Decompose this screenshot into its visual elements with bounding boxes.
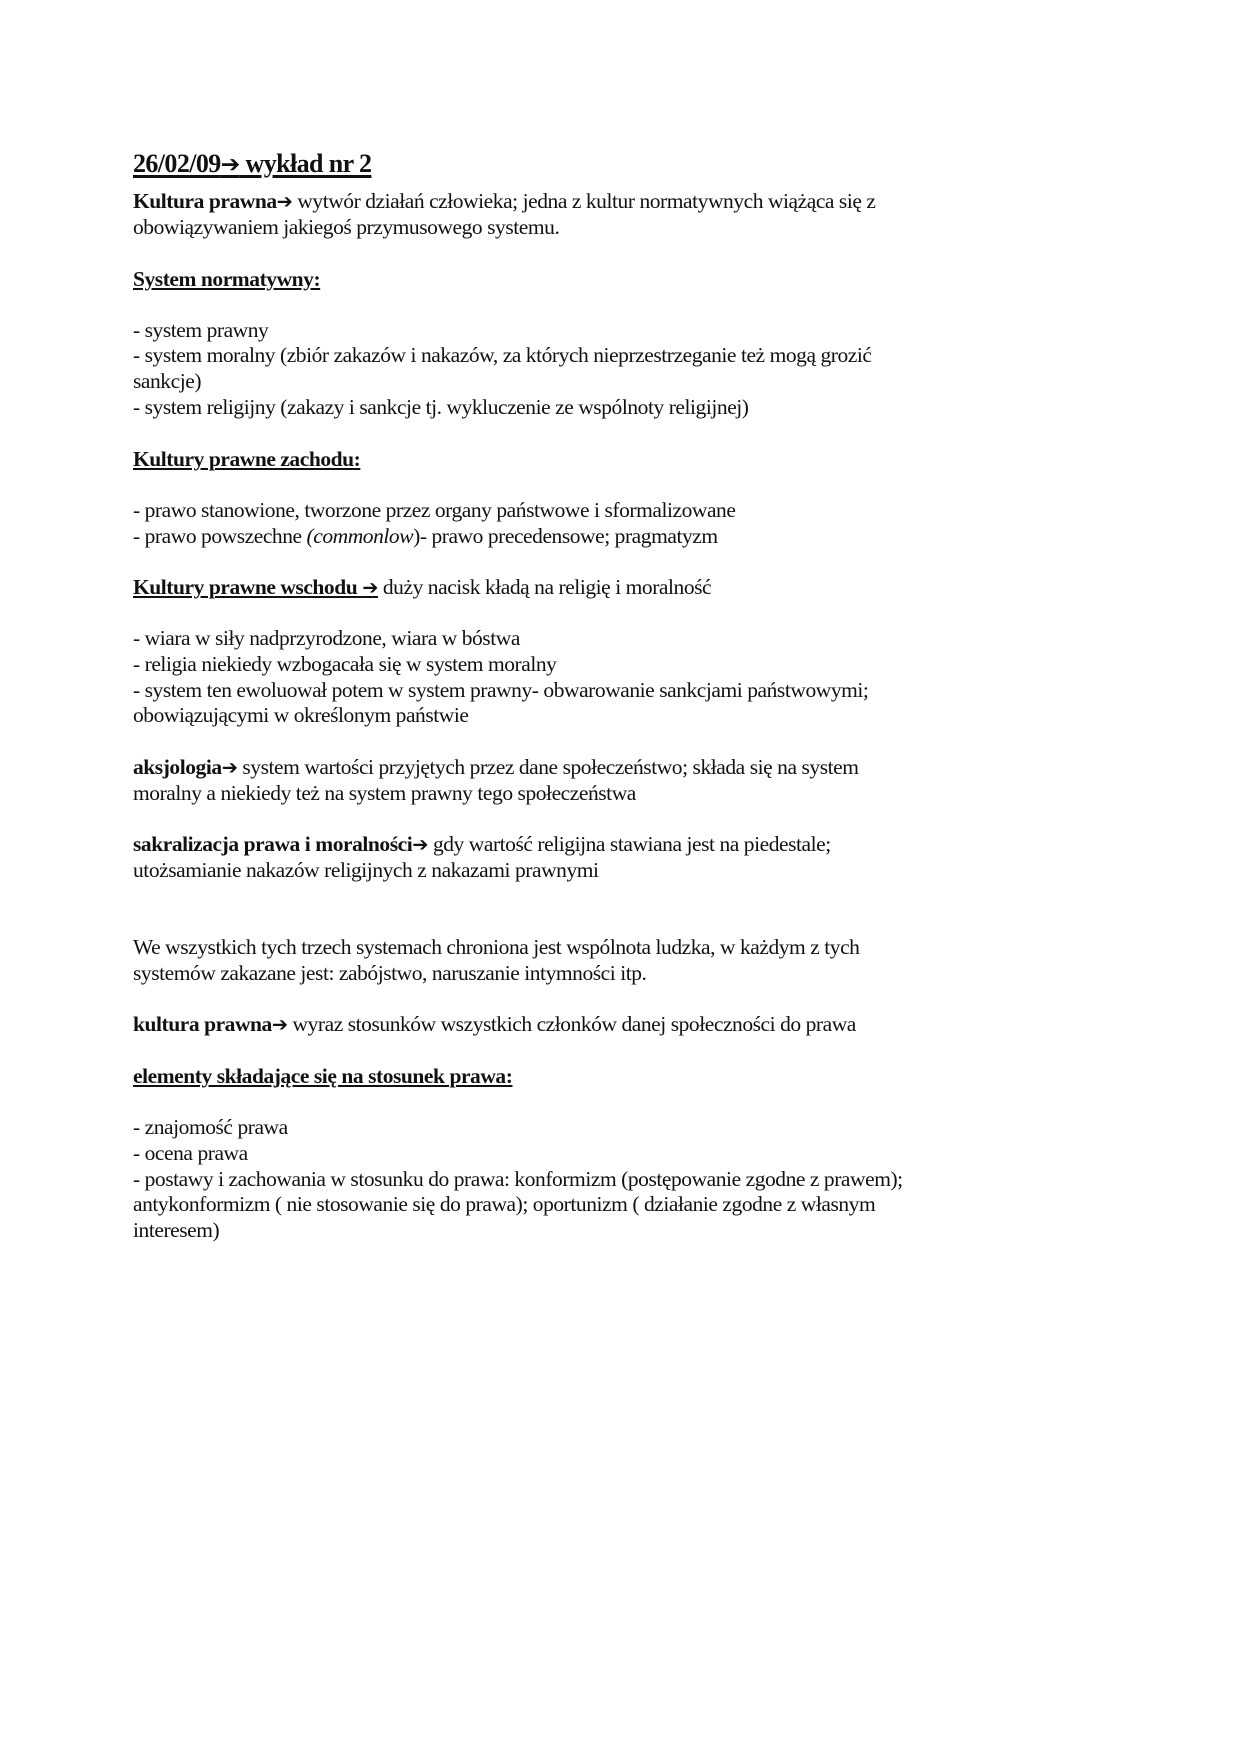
- heading-text: Kultury prawne zachodu:: [133, 447, 361, 471]
- title-date: 26/02/09: [133, 149, 221, 178]
- definition-text: gdy wartość religijna stawiana jest na piedestale;: [428, 832, 831, 856]
- list-item: - znajomość prawa: [133, 1115, 288, 1139]
- heading-tail: duży nacisk kładą na religię i moralność: [377, 575, 712, 599]
- arrow-right-icon: ➔: [362, 576, 378, 599]
- arrow-right-icon: ➔: [271, 1013, 288, 1036]
- definition-continuation: utożsamianie nakazów religijnych z nakazami prawnymi: [133, 858, 599, 882]
- list-item: [133, 523, 718, 549]
- paragraph: We wszystkich tych trzech systemach chroniona jest wspólnota ludzka, w każdym z tych: [133, 935, 860, 959]
- list-item-continuation: obowiązującymi w określonym państwie: [133, 703, 469, 727]
- heading-text: elementy składające się na stosunek prawa:: [133, 1064, 513, 1088]
- term: kultura prawna: [133, 1012, 272, 1036]
- definition-text: system wartości przyjętych przez dane społeczeństwo; składa się na system: [237, 755, 859, 779]
- list-item: - wiara w siły nadprzyrodzone, wiara w bóstwa: [133, 626, 520, 650]
- heading-text: System normatywny:: [133, 267, 321, 291]
- section-heading-system-normatywny: [133, 266, 320, 292]
- text: - prawo powszechne: [133, 524, 307, 548]
- list-item: - religia niekiedy wzbogacała się w system moralny: [133, 652, 557, 676]
- list-item: - prawo stanowione, tworzone przez organy państwowe i sformalizowane: [133, 498, 736, 522]
- list-item: - system ten ewoluował potem w system prawny- obwarowanie sankcjami państwowymi;: [133, 678, 869, 702]
- section-heading-kultury-zachodu: [133, 446, 360, 472]
- list-item: - system religijny (zakazy i sankcje tj. wykluczenie ze wspólnoty religijnej): [133, 395, 749, 419]
- list-item-continuation: sankcje): [133, 369, 202, 393]
- list-item: - system prawny: [133, 318, 269, 342]
- arrow-right-icon: ➔: [412, 833, 429, 856]
- term: Kultura prawna: [133, 189, 277, 213]
- definition-text: wyraz stosunków wszystkich członków danej społeczności do prawa: [287, 1012, 856, 1036]
- heading-text: Kultury prawne wschodu ➔: [133, 575, 378, 599]
- term: sakralizacja prawa i moralności: [133, 832, 413, 856]
- list-item: - system moralny (zbiór zakazów i nakazów, za których nieprzestrzeganie też mogą grozić: [133, 343, 872, 367]
- definition-continuation: moralny a niekiedy też na system prawny tego społeczeństwa: [133, 781, 636, 805]
- definition-kultura-prawna: [133, 188, 876, 215]
- italic-term: (commonlow: [306, 524, 414, 548]
- definition-kultura-prawna-2: [133, 1011, 856, 1038]
- title-text: wykład nr 2: [239, 149, 372, 178]
- arrow-right-icon: ➔: [221, 756, 238, 779]
- list-item-continuation: antykonformizm ( nie stosowanie się do prawa); oportunizm ( działanie zgodne z własnym: [133, 1192, 876, 1216]
- definition-continuation: obowiązywaniem jakiegoś przymusowego systemu.: [133, 215, 560, 239]
- list-item-continuation: interesem): [133, 1218, 220, 1242]
- arrow-right-icon: ➔: [276, 190, 293, 213]
- definition-sakralizacja: [133, 831, 831, 858]
- text: )- prawo precedensowe; pragmatyzm: [413, 524, 718, 548]
- definition-aksjologia: [133, 754, 859, 781]
- arrow-right-icon: ➔: [220, 150, 240, 178]
- definition-text: wytwór działań człowieka; jedna z kultur normatywnych wiążąca się z: [292, 189, 876, 213]
- page-title: [133, 149, 371, 179]
- section-heading-elementy: [133, 1063, 512, 1089]
- paragraph-continuation: systemów zakazane jest: zabójstwo, naruszanie intymności itp.: [133, 961, 647, 985]
- term: aksjologia: [133, 755, 222, 779]
- section-heading-kultury-wschodu: [133, 574, 711, 601]
- list-item: - ocena prawa: [133, 1141, 248, 1165]
- list-item: - postawy i zachowania w stosunku do prawa: konformizm (postępowanie zgodne z prawem);: [133, 1167, 903, 1191]
